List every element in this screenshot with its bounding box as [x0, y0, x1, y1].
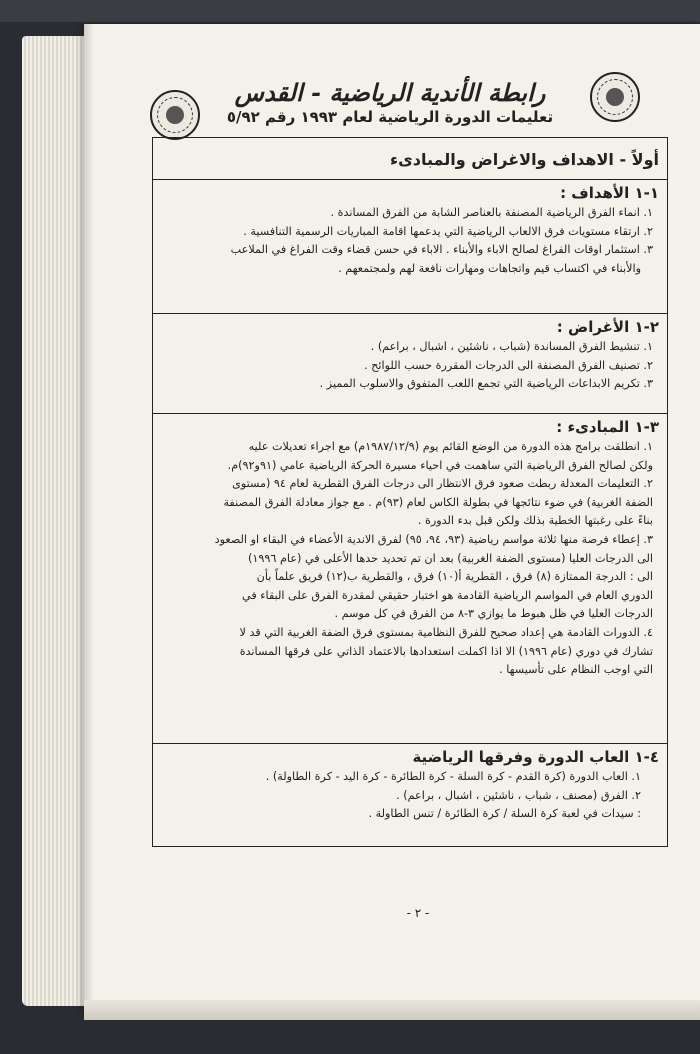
document-title: رابطة الأندية الرياضية - القدس [234, 78, 546, 107]
list-item: ١. انطلقت برامج هذه الدورة من الوضع القائم يوم (١٩٨٧/١٢/٩م) مع اجراء تعديلات عليه [248, 440, 653, 453]
section-purposes [153, 313, 667, 413]
list-item: ٤. الدورات القادمة هي إعداد صحيح للفرق النظامية بمستوى فرق الضفة الغربية التي قد لا [239, 625, 653, 639]
section-games-and-teams [153, 743, 667, 846]
section-principles [153, 413, 667, 743]
section-goals-principles-title [153, 138, 667, 182]
list-item: ٢. الفرق (مصنف ، شباب ، ناشئين ، اشبال ، براعم) . [396, 788, 641, 802]
list-item: ١. انماء الفرق الرياضية المصنفة بالعناصر الشابة من الفرق المساندة . [330, 206, 653, 219]
list-item: ٣. إعطاء فرصة منها ثلاثة مواسم رياضية (٩٣، ٩٤، ٩٥) لفرق الاندية الأعضاء في البقاء او الصعود [214, 532, 653, 546]
list-item: التي اوجب النظام على تأسيسها . [499, 663, 653, 677]
list-item: : سيدات في لعبة كرة السلة / كرة الطائرة / تنس الطاولة . [368, 807, 641, 821]
list-item: ٢. التعليمات المعدلة ربطت صعود فرق الانتظار الى درجات الفرق القطرية لعام ٩٤ (مستوى [232, 477, 653, 491]
list-item: ٢. ارتقاء مستويات فرق الالعاب الرياضية التي يدعمها اقامة المباريات الرسمية التنافسية . [243, 224, 653, 238]
list-item: بناءً على رغبتها الخطية بذلك ولكن قبل بدء الدورة . [417, 514, 653, 528]
page-number: - ٢ - [406, 906, 430, 920]
list-item: والأبناء في اكتساب قيم واتجاهات ومهارات نافعة لهم ولمجتمعهم . [338, 261, 641, 275]
section-heading: ١-١ الأهداف : [560, 184, 659, 202]
section-heading: أولاً - الاهداف والاغراض والمبادىء [389, 150, 659, 169]
content-frame [152, 137, 668, 847]
list-item: ٢. تصنيف الفرق المصنفة الى الدرجات المقررة حسب اللوائح . [364, 358, 653, 372]
list-item: الدرجات العليا في ظل هبوط ما يوازي ٣-٨ من الفرق في كل موسم . [334, 607, 653, 621]
list-item: الدوري العام في المواسم الرياضية القادمة هو اختبار حقيقي لمقدرة الفرق على البقاء في [242, 588, 653, 602]
list-item: ٣. استثمار اوقات الفراغ لصالح الاباء والأبناء . الاباء في حسن قضاء وقت الفراغ في الملاعب [230, 243, 653, 257]
section-heading: ٢-١ الأغراض : [556, 318, 659, 336]
league-seal-left-icon [150, 90, 200, 140]
scan-background-top [0, 0, 700, 22]
list-item: الى : الدرجة الممتازة (٨) فرق ، القطرية أ(١٠) فرق ، والقطرية ب(١٢) فريق علماً بأن [256, 570, 653, 584]
list-item: الى الدرجات العليا (مستوى الضفة الغربية) بعد ان تم تحديد حدها الأعلى في (عام ١٩٩٦) [248, 551, 653, 565]
section-heading: ٤-١ العاب الدورة وفرقها الرياضية [412, 748, 659, 766]
list-item: ولكن لصالح الفرق الرياضية التي ساهمت في احياء مسيرة الحركة الرياضية عامي (٩١و٩٢)م. [227, 458, 653, 472]
document-subtitle: تعليمات الدورة الرياضية لعام ١٩٩٣ رقم ٥/٩٢ [226, 108, 554, 126]
section-objectives [153, 179, 667, 313]
list-item: ١. العاب الدورة (كرة القدم - كرة السلة - كرة الطائرة - كرة اليد - كرة الطاولة) . [265, 770, 641, 783]
page-spine-shadow [84, 24, 94, 1014]
list-item: ١. تنشيط الفرق المساندة (شباب ، ناشئين ، اشبال ، براعم) . [370, 340, 653, 353]
list-item: تشارك في دوري (عام ١٩٩٦) الا اذا اكملت استعدادها بالاعتماد الذاتي على فرقها المساندة [239, 644, 653, 658]
list-item: ٣. تكريم الابداعات الرياضية التي تجمع اللعب المتفوق والاسلوب المميز . [319, 377, 653, 391]
list-item: الضفة الغربية) في ضوء نتائجها في بطولة الكاس لعام (٩٣)م . مع جواز معادلة الفرق المصنفة [223, 495, 653, 509]
page-bottom-edge [84, 1000, 700, 1020]
league-seal-right-icon [590, 72, 640, 122]
section-heading: ٣-١ المبادىء : [556, 418, 659, 436]
